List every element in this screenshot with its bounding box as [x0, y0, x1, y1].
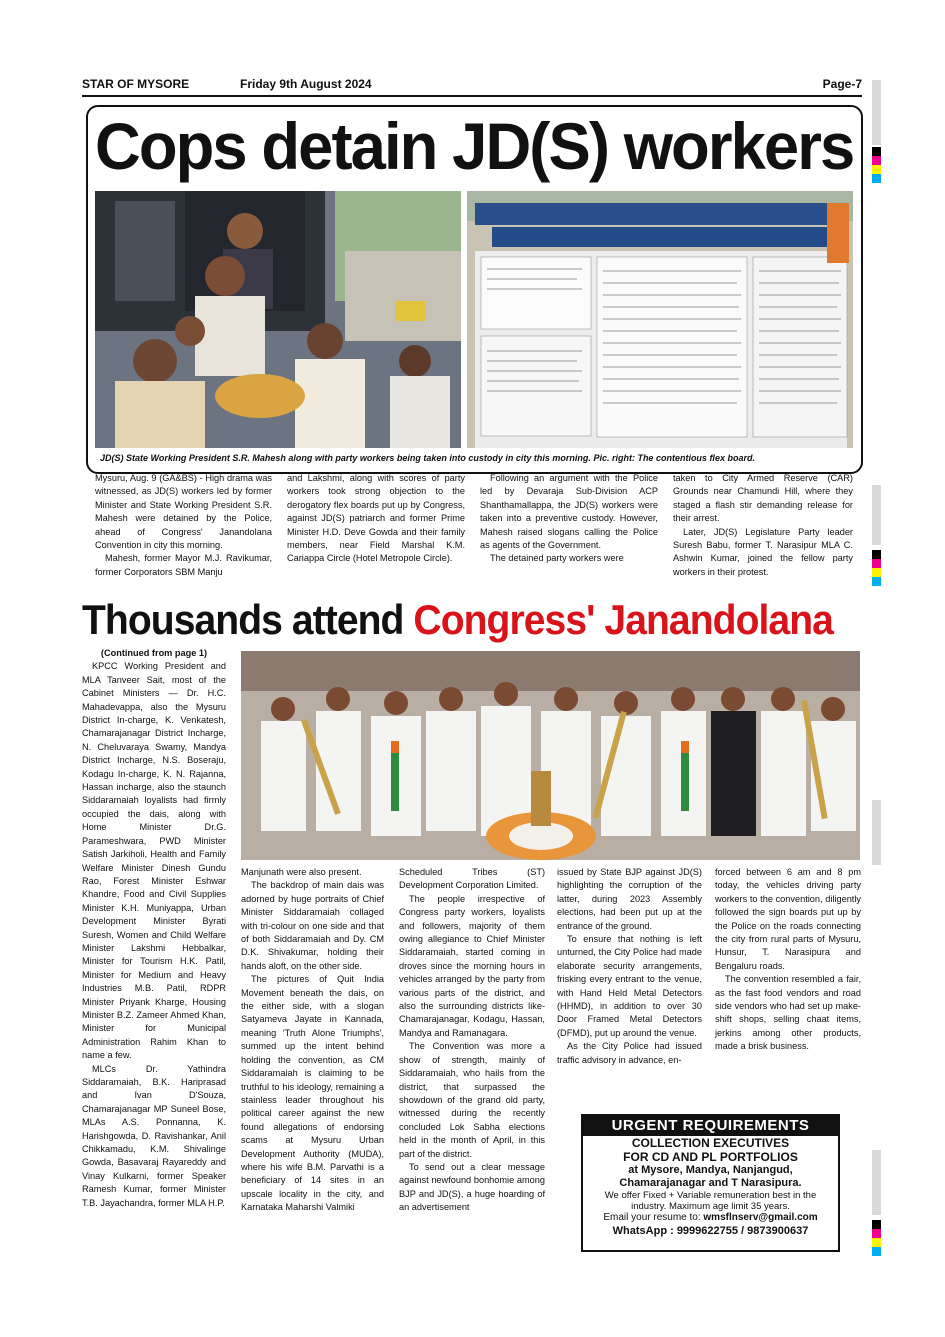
issue-date: Friday 9th August 2024 [240, 77, 372, 91]
story2-col-4 [557, 866, 702, 1067]
story1-col-3 [480, 472, 658, 566]
flex-board-art [467, 191, 853, 448]
caption-main: JD(S) State Working President S.R. Mahesh along with party workers being taken into custody in city this morning. [100, 453, 591, 463]
caption-right: Pic. right: The contentious flex board. [593, 453, 755, 463]
paragraph: MLCs Dr. Yathindra Siddaramaiah, B.K. Hariprasad and Ivan D'Souza, Chamarajanagar MP Suneel Bose, MLAs A.S. Ponnanna, K. Harishgowda, D. Ravishankar, Anil Chikkamadu, K.M. Shivalinge Gowda, Basavaraj Rayareddy and Vinay Kulkarni, former Speaker Ramesh Kumar, former Minister T.B. Jayachandra, former MLA H.P. [82, 1063, 226, 1208]
ad-email-label: Email your resume to: [603, 1212, 701, 1223]
paragraph: taken to City Armed Reserve (CAR) Grounds near Chamundi Hill, where they staged a flash stir demanding release for their arrest. [673, 473, 853, 524]
convention-photo [241, 651, 860, 860]
reg-magenta [872, 156, 881, 165]
masthead-rule [82, 95, 862, 97]
headline-red: Congress' Janandolana [413, 596, 833, 643]
masthead [82, 77, 862, 93]
side-bar [872, 485, 881, 545]
reg-black [872, 550, 881, 559]
reg-black [872, 1220, 881, 1229]
story2-headline [82, 594, 833, 646]
ad-line-1: COLLECTION EXECUTIVES [631, 1136, 790, 1150]
reg-cyan [872, 1247, 881, 1256]
paragraph: Following an argument with the Police led by Devaraja Sub-Division ACP Shanthamallappa, the JD(S) workers were taken into a preventive custody. However, Mahesh raised slogans calling the Police as agents of the Government. [480, 473, 658, 551]
paragraph: The people irrespective of Congress party workers, loyalists and followers, majority of them owing allegiance to Chief Minister Siddaramaiah, started coming in droves since the morning hours in vehicles arranged by the party from various parts of the district, and also the surrounding districts like-Chamarajanagar, Kodagu, Hassan, Mandya and Ramanagara. [399, 893, 545, 1038]
paragraph: Mysuru, Aug. 9 (GA&BS) - High drama was witnessed, as JD(S) workers led by former Minister and State Working President S.R. Mahesh were detained by the Police, ahead of Congress' Janandolana Convention in city this morning. [95, 473, 272, 551]
paragraph: The convention resembled a fair, as the fast food vendors and road side vendors who had set up make-shift shops, selling chaat items, jerkins among other products, made a brisk business. [715, 974, 861, 1052]
ad-email: wmsflnserv@gmail.com [703, 1212, 818, 1223]
photo-caption [100, 453, 852, 463]
paragraph: The backdrop of main dais was adorned by huge portraits of Chief Minister Siddaramaiah collaged with tri-colour on one side and that of both Siddaramaiah and Dy. CM D.K. Shivakumar, holding their hands aloft, on the other side. [241, 880, 384, 971]
custody-photo-art [95, 191, 461, 448]
story2-col-2 [241, 866, 384, 1215]
registration-marks [872, 147, 881, 183]
paragraph: To ensure that nothing is left unturned, the City Police had made elaborate security arrangements, frisking every entrant to the venue, with Hand Held Metal Detectors (HHMD), in addition to over 30 Door Framed Metal Detectors (DFMD), put up around the venue. [557, 934, 702, 1038]
ad-line-5: We offer Fixed + Variable remuneration best in the [604, 1190, 817, 1201]
story2-col-3 [399, 866, 545, 1215]
registration-marks [872, 550, 881, 586]
paragraph: The Convention was more a show of strength, mainly of Siddaramaiah, who hails from the district, that surpassed the showdown of the grand old party, witnessed during the recently concluded Lok Sabha elections held in the month of April, in this part of the district. [399, 1041, 545, 1159]
paragraph: The pictures of Quit India Movement beneath the dais, on the either side, with a slogan Satyameva Jayate in Kannada, meaning 'Truth Alone Triumphs', summed up the intent behind holding the convention, as CM Siddaramaiah is claiming to be truthful to his ideology, remaining a stainless leader throughout his political career against the new found allegations of endorsing scams at Mysuru Urban Development Authority (MUDA), where his wife B.M. Parvathi is a beneficiary of 14 sites in an upscale locality in the city, and Karnataka Maharshi Valmiki [241, 974, 384, 1213]
reg-yellow [872, 1238, 881, 1247]
ad-title: URGENT REQUIREMENTS [583, 1116, 838, 1136]
reg-magenta [872, 559, 881, 568]
paragraph: To send out a clear message against newfound bonhomie among BJP and JD(S), a huge hoarding of an advertisement [399, 1161, 545, 1213]
continued-note: (Continued from page 1) [100, 648, 208, 658]
paragraph: and Lakshmi, along with scores of party workers took strong objection to the derogatory flex boards put up by Congress, against JD(S) patriarch and former Prime Minister H.D. Deve Gowda and their family members, near Field Marshal K.M. Cariappa Circle (Hotel Metropole Circle). [287, 473, 465, 564]
story2-col-1 [82, 647, 226, 1210]
ad-line-3: at Mysore, Mandya, Nanjangud, [628, 1164, 793, 1176]
job-advertisement [581, 1114, 840, 1252]
reg-yellow [872, 165, 881, 174]
paragraph: Mahesh, former Mayor M.J. Ravikumar, former Corporators SBM Manju [95, 553, 272, 577]
paper-name: STAR OF MYSORE [82, 77, 190, 91]
convention-photo-art [241, 651, 860, 860]
paragraph: As the City Police had issued traffic advisory in advance, en- [557, 1041, 702, 1065]
custody-photo [95, 191, 461, 448]
ad-email-line [583, 1212, 838, 1224]
story2-col-5 [715, 866, 861, 1054]
ad-line-2: FOR CD AND PL PORTFOLIOS [623, 1150, 798, 1164]
registration-marks [872, 1220, 881, 1256]
paragraph: KPCC Working President and MLA Tanveer Sait, most of the Cabinet Ministers — Dr. H.C. Mahadevappa, also the Mysuru District In-charge, K. Venkatesh, Chamarajanagar District Incharge, N. Cheluvaraya Swamy, Mandya District Incharge, N.S. Boseraju, Kodagu In-charge, K. N. Rajanna, Hassan incharge, also the staunch Siddaramaiah loyalists had firmly occupied the dais, along with Home Minister Dr.G. Parameshwara, PWD Minister Satish Jarkiholi, Health and Family Welfare Minister Dinesh Gundu Rao, Forest Minister Eshwar Khandre, Food and Civil Supplies Minister K.H. Muniyappa, Urban Development Minister Byrati Suresh, Women and Child Welfare Minister Lakshmi Hebbalkar, Minister for Tourism H.K. Patil, Minister for Medium and Heavy Industries M.B. Patil, RDPR Minister Priyank Kharge, Housing Minister B.Z. Zameer Ahmed Khan, Minister for Municipal Administration Rahim Khan to name a few. [82, 661, 226, 1061]
headline-black: Thousands attend [82, 596, 404, 643]
story1-col-1 [95, 472, 272, 579]
reg-magenta [872, 1229, 881, 1238]
ad-line-4: Chamarajanagar and T Narasipura. [619, 1177, 802, 1189]
story1-col-2 [287, 472, 465, 566]
reg-cyan [872, 577, 881, 586]
paragraph: Manjunath were also present. [241, 867, 362, 877]
story1-col-4 [673, 472, 853, 579]
page-number: Page-7 [822, 77, 862, 91]
paragraph: issued by State BJP against JD(S) highlighting the corruption of the latter, during 2023 Assembly elections, had been put up at the entrance of the ground. [557, 867, 702, 931]
story-headline: Cops detain JD(S) workers [95, 109, 854, 183]
reg-yellow [872, 568, 881, 577]
paragraph: forced between 6 am and 8 pm today, the vehicles driving party workers to the convention, diligently followed the sign boards put up by the Police on the roads connecting the city from rural parts of Mysuru, Hunsur, T. Narasipura and Bengaluru roads. [715, 867, 861, 971]
reg-black [872, 147, 881, 156]
paragraph: Scheduled Tribes (ST) Development Corporation Limited. [399, 867, 545, 891]
ad-line-6: industry. Maximum age limit 35 years. [631, 1201, 790, 1212]
flex-board-photo [467, 191, 853, 448]
side-bar [872, 800, 881, 865]
paragraph: The detained party workers were [490, 553, 624, 564]
ad-whatsapp: WhatsApp : 9999622755 / 9873900637 [612, 1225, 809, 1237]
side-bar [872, 80, 881, 145]
reg-cyan [872, 174, 881, 183]
paragraph: Later, JD(S) Legislature Party leader Suresh Babu, former T. Narasipur MLA C. Ashwin Kumar, joined the fellow party workers in their protest. [673, 526, 853, 577]
side-bar [872, 1150, 881, 1215]
